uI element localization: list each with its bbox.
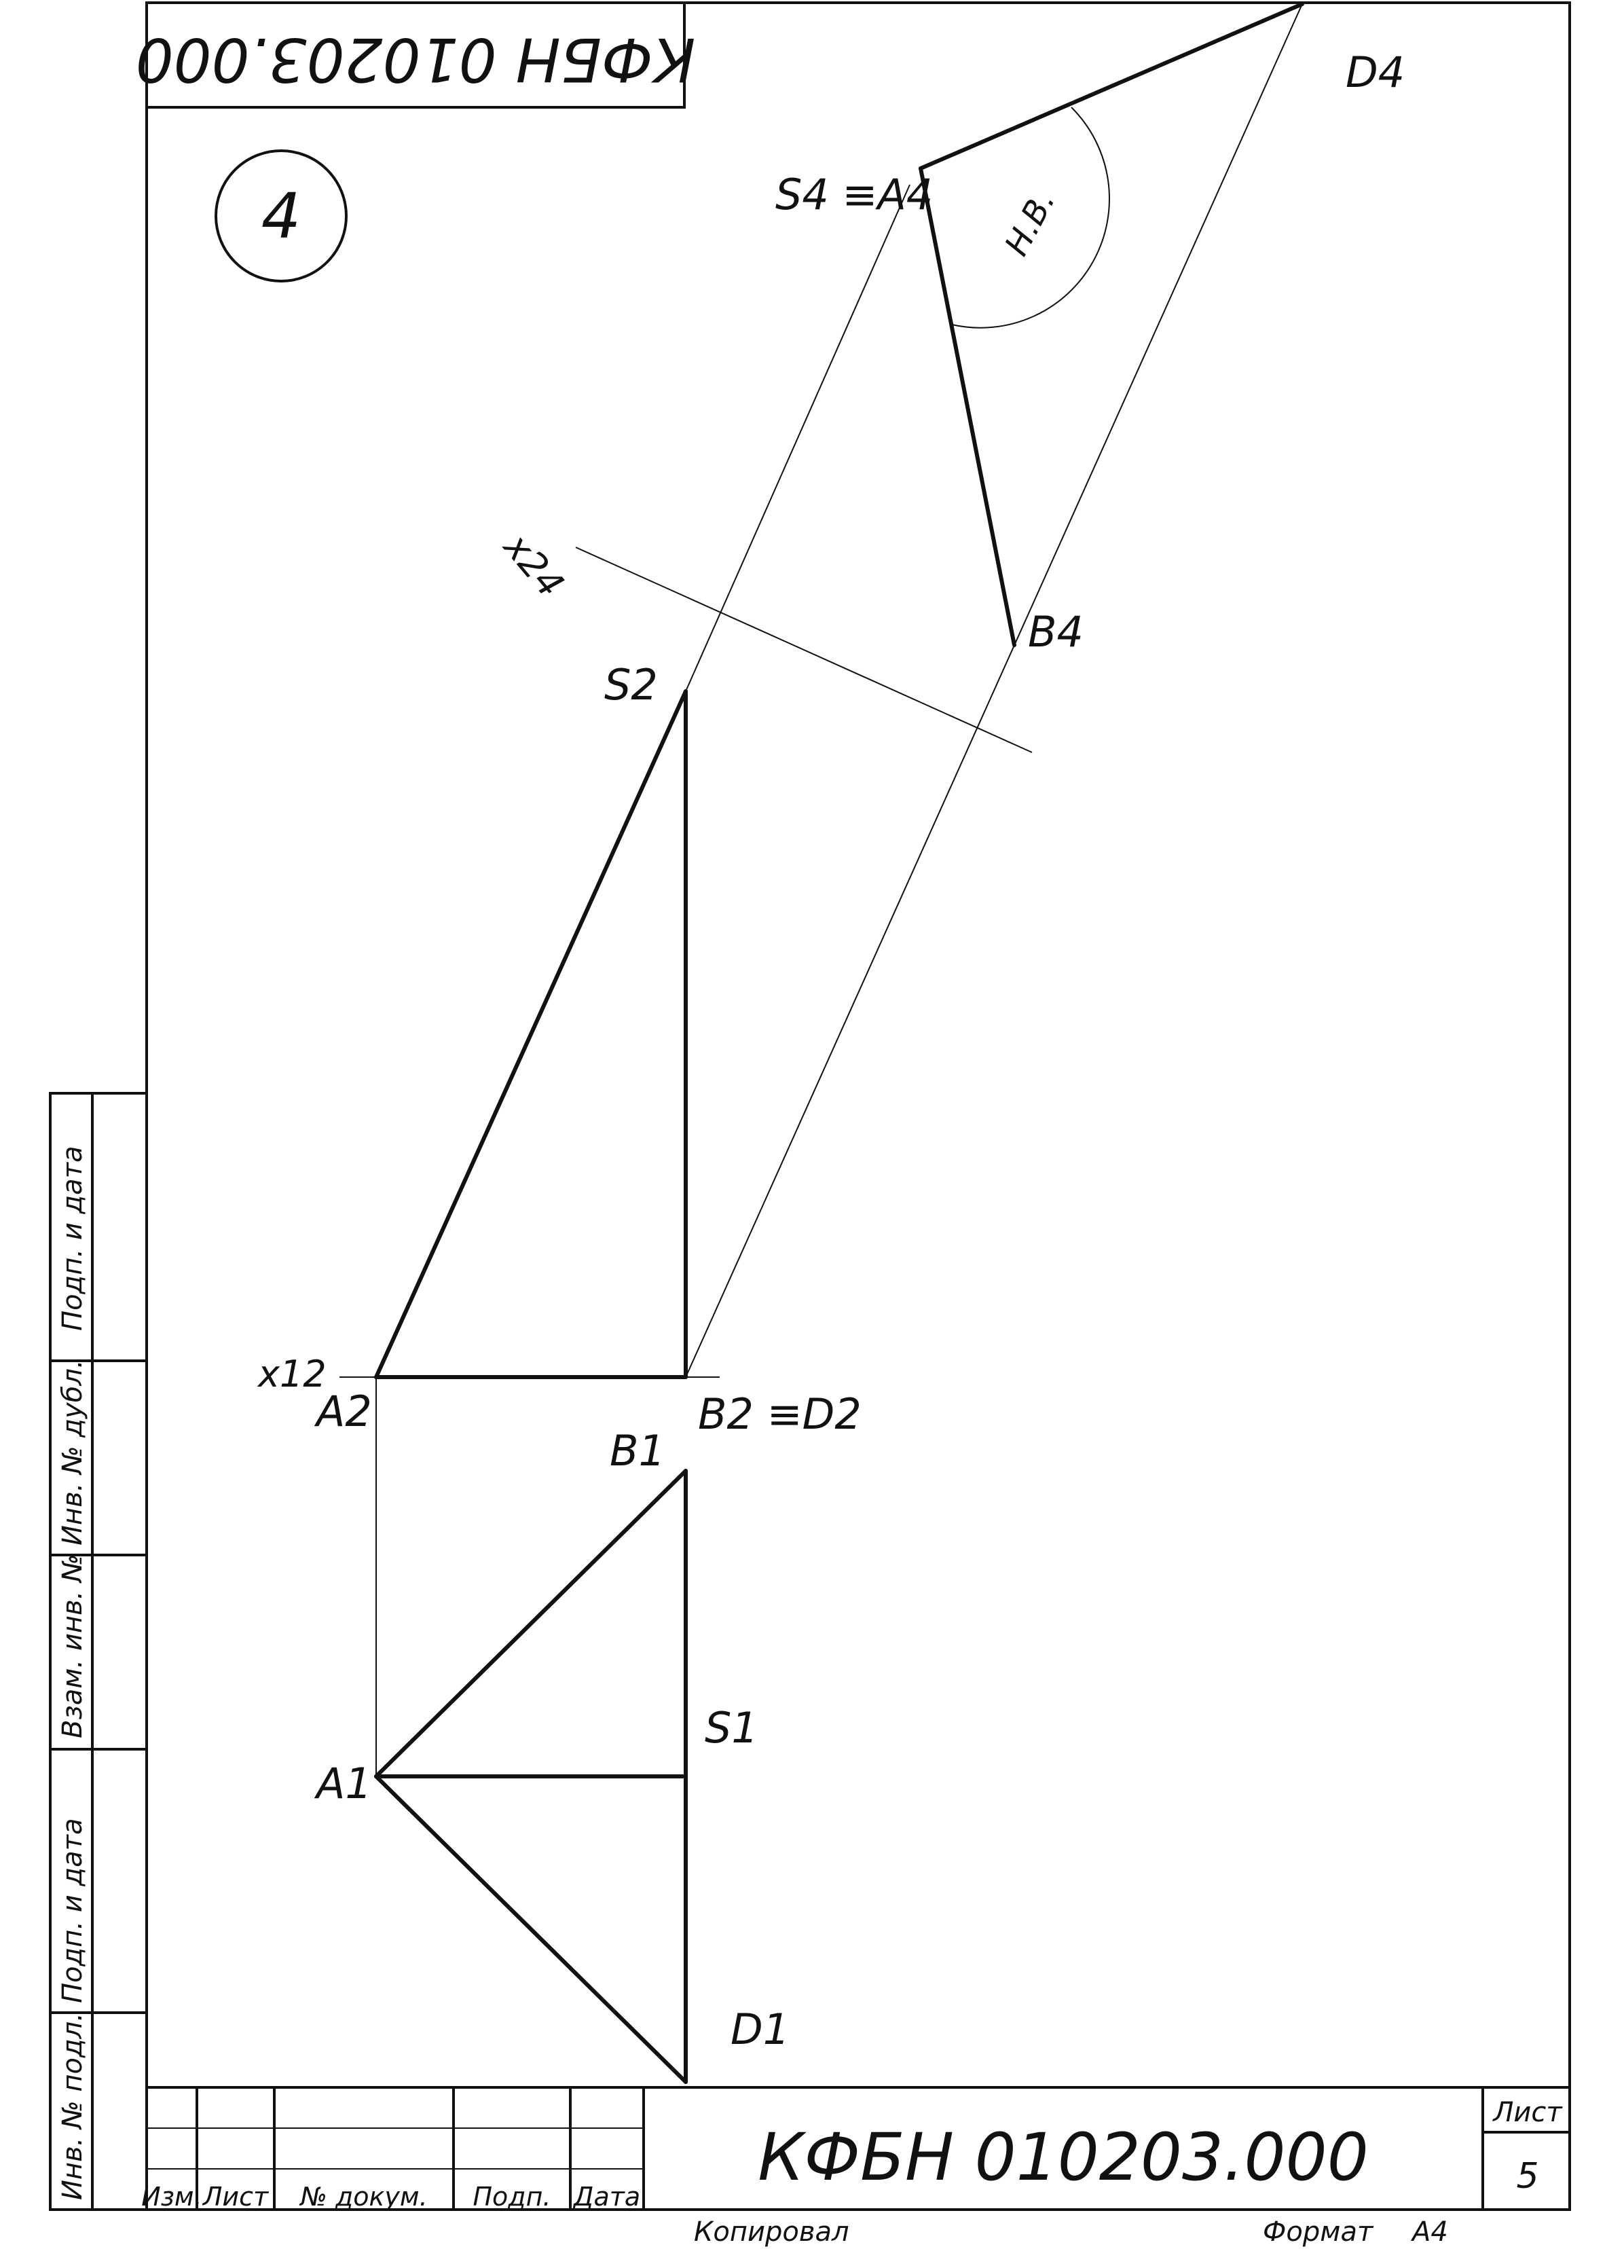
projection-line-S2-A4 <box>686 185 910 691</box>
col-label-list: Лист <box>202 2182 269 2212</box>
circle-number: 4 <box>261 180 301 253</box>
main-code: КФБН 010203.000 <box>758 2119 1369 2195</box>
col-label-izm: Изм. <box>141 2182 202 2212</box>
label-A2: A2 <box>316 1387 372 1436</box>
col-label-doc: № докум. <box>300 2182 428 2212</box>
edge-A1-D1 <box>376 1776 686 2082</box>
col-label-date: Дата <box>573 2182 641 2212</box>
construction-lines <box>339 4 1302 1776</box>
side-stamp-text-2: Инв. № дубл. <box>57 1359 88 1545</box>
edge-A4-D4 <box>921 4 1302 168</box>
label-S2: S2 <box>604 660 658 710</box>
side-stamp-text-3: Взам. инв. № <box>57 1554 88 1738</box>
object-lines <box>376 4 1302 2082</box>
label-D1: D1 <box>731 2005 790 2054</box>
label-S1: S1 <box>705 1703 758 1753</box>
label-B2D2: B2 ≡D2 <box>698 1389 862 1439</box>
point-labels <box>257 48 1405 2054</box>
edge-A1-B1 <box>376 1471 686 1776</box>
label-S4A4: S4 ≡A4 <box>775 170 934 219</box>
sheet-label: Лист <box>1493 2097 1562 2128</box>
label-D4: D4 <box>1346 48 1405 97</box>
label-B4: B4 <box>1028 607 1084 657</box>
outer-frame <box>147 3 1570 2210</box>
edge-A2-S2 <box>376 691 686 1377</box>
col-label-sign: Подп. <box>473 2182 551 2212</box>
label-B1: B1 <box>610 1426 665 1476</box>
sheet-number: 5 <box>1516 2156 1539 2197</box>
side-stamp-text-1: Подп. и дата <box>57 1146 88 1331</box>
copied-label: Копировал <box>694 2216 849 2248</box>
format-label: Формат <box>1263 2216 1373 2248</box>
side-stamp-text-4: Подп. и дата <box>57 1818 88 2003</box>
label-x12: x12 <box>258 1353 327 1395</box>
top-code: КФБН 010203.000 <box>135 24 696 95</box>
side-stamp-text-5: Инв. № подл. <box>57 2013 88 2200</box>
label-x24: x24 <box>496 525 573 606</box>
axis-x24-line <box>576 547 1032 752</box>
title-block <box>141 2087 1570 2248</box>
label-angle: Н.В. <box>997 184 1063 262</box>
format-value: А4 <box>1412 2216 1448 2248</box>
label-A1: A1 <box>316 1759 372 1808</box>
